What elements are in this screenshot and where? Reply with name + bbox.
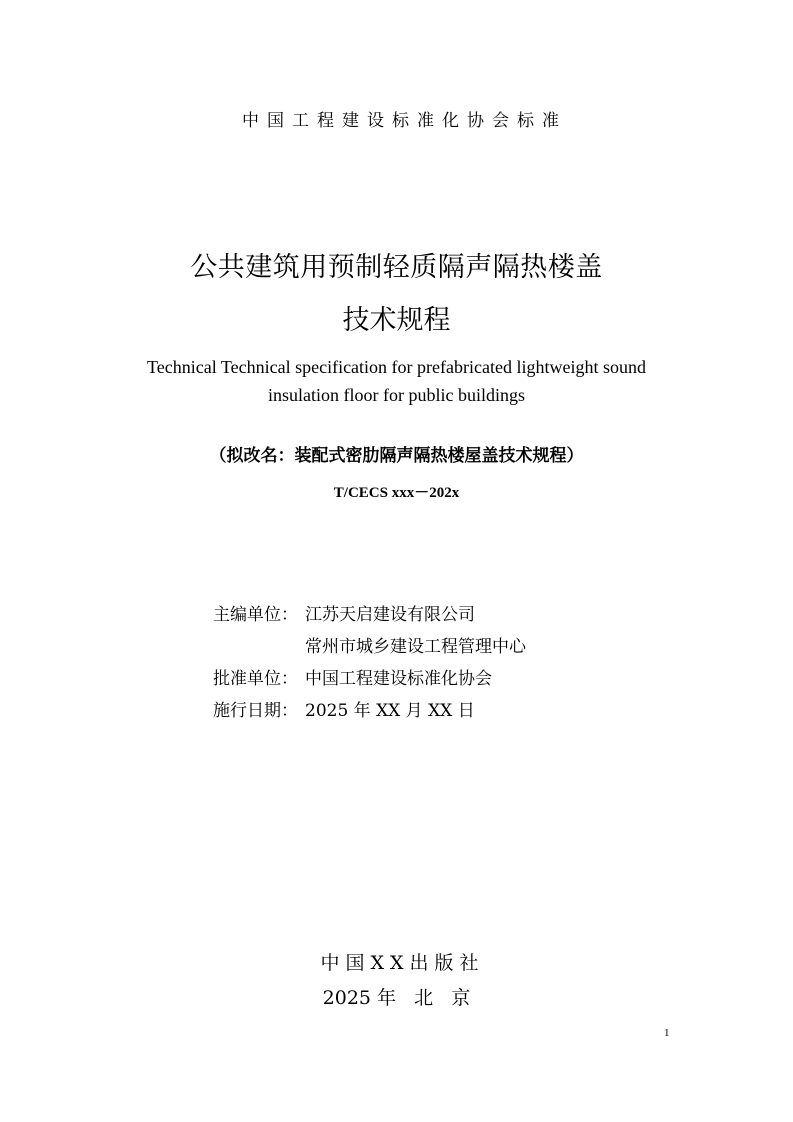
approver-row (213, 664, 492, 689)
proposed-rename-note: （拟改名：装配式密肋隔声隔热楼屋盖技术规程） (209, 446, 584, 466)
chief-editor-primary: 江苏天启建设有限公司 (305, 605, 475, 625)
effective-date-label: 施行日期： (213, 701, 298, 721)
standard-code: T/CECS xxx－202x (333, 485, 460, 501)
document-title-line-2: 技术规程 (342, 305, 451, 336)
chief-editor-secondary: 常州市城乡建设工程管理中心 (305, 637, 526, 657)
organization-standard-heading: 中国工程建设标准化协会标准 (242, 111, 567, 131)
chief-editor-row-2 (213, 632, 526, 657)
approver-label: 批准单位： (213, 669, 298, 689)
page-number: 1 (664, 1027, 670, 1039)
publication-year-place: 2025 年 北 京 (322, 987, 471, 1009)
effective-date-row (213, 696, 475, 721)
english-title-line-1: Technical Technical specification for prefabricated lightweight sound (147, 357, 646, 377)
document-title-line-1: 公共建筑用预制轻质隔声隔热楼盖 (190, 252, 603, 283)
chief-editor-row (213, 600, 475, 625)
effective-date-value: 2025 年 XX 月 XX 日 (305, 701, 475, 721)
publisher-name: 中国XX出版社 (320, 952, 485, 974)
chief-editor-label: 主编单位： (213, 605, 298, 625)
english-title-line-2: insulation floor for public buildings (268, 385, 525, 405)
approver-value: 中国工程建设标准化协会 (305, 669, 492, 689)
